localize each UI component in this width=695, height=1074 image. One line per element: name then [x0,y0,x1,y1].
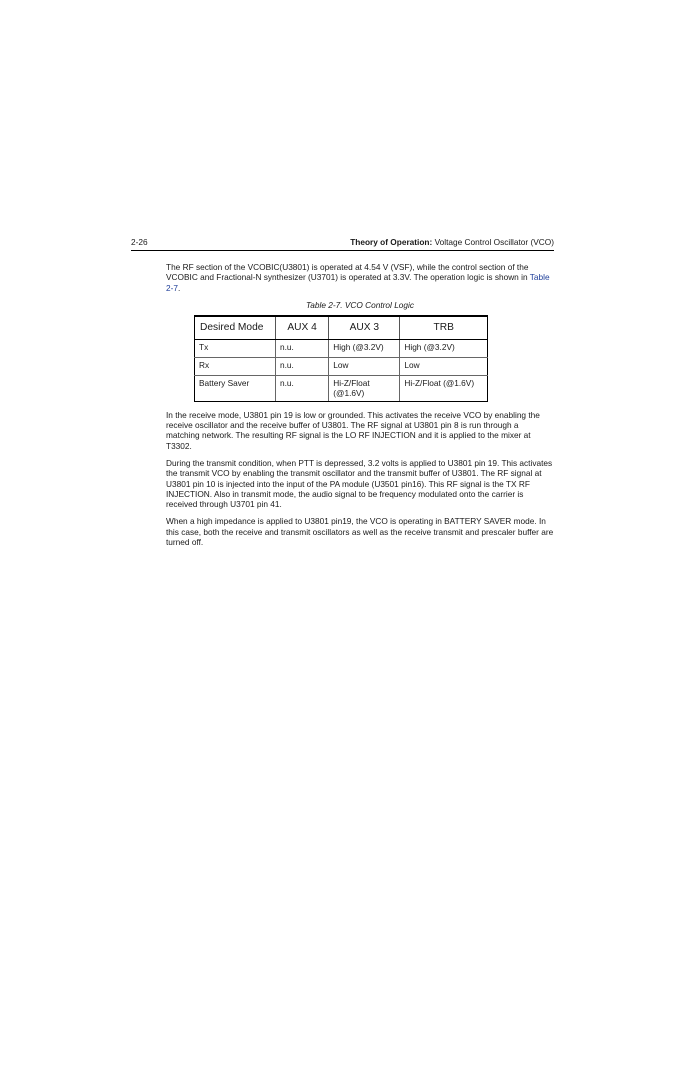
table-cell: n.u. [275,358,328,376]
table-row [195,376,488,402]
header-rule [131,250,554,251]
transmit-mode-paragraph: During the transmit condition, when PTT is depressed, 3.2 volts is applied to U3801 pin 19. This activates the transmit VCO by enabling the transmit oscillator and the transmit buffer of U3801. The RF signal at U3801 pin 10 is injected into the input of the PA module (U3501 pin16). This RF signal is the TX RF INJECTION. Also in transmit mode, the audio signal to be frequency modulated onto the carrier is received through U3701 pin 41. [166,457,553,510]
table-header-row [195,316,488,340]
table-cell: Tx [195,340,276,358]
table-cell: Battery Saver [195,376,276,402]
header-desired-mode: Desired Mode [195,316,276,340]
section-separator: : [429,237,433,247]
page-number: 2-26 [131,237,148,247]
receive-mode-paragraph: In the receive mode, U3801 pin 19 is low or grounded. This activates the receive VCO by enabling the receive oscillator and the receive buffer of U3801. The RF signal at U3801 pin 8 is run through a matching network. The resulting RF signal is the LO RF INJECTION and it is applied to the mixer at T3302. [166,409,540,451]
table-cell: Hi-Z/Float (@1.6V) [400,376,488,402]
table-row [195,358,488,376]
table-cell: Low [329,358,400,376]
header-aux3: AUX 3 [329,316,400,340]
table-row [195,340,488,358]
intro-paragraph [166,262,554,293]
intro-end: . [178,282,181,293]
table-cell: Hi-Z/Float (@1.6V) [329,376,400,402]
table-cell: Low [400,358,488,376]
intro-text: The RF section of the VCOBIC(U3801) is operated at 4.54 V (VSF), while the control section of the VCOBIC and Fractional-N synthesizer (U3701) is operated at 3.3V. The operation logic is shown in [166,262,530,283]
table-caption: Table 2-7. VCO Control Logic [305,299,415,310]
table-cell: n.u. [275,376,328,402]
section-title: Voltage Control Oscillator (VCO) [432,237,554,247]
vco-control-logic-table [194,315,488,402]
running-title [350,237,554,247]
page-header [131,237,554,251]
body-text [166,262,554,554]
header-trb: TRB [400,316,488,340]
table-reference-link[interactable]: Table 2-7 [166,272,550,293]
table-cell: n.u. [275,340,328,358]
section-bold: Theory of Operation [350,237,430,247]
header-aux4: AUX 4 [275,316,328,340]
battery-saver-paragraph: When a high impedance is applied to U3801 pin19, the VCO is operating in BATTERY SAVER mode. In this case, both the receive and transmit oscillators as well as the receive transmit and prescaler buffer are turned off. [166,516,554,548]
table-cell: High (@3.2V) [329,340,400,358]
table-cell: High (@3.2V) [400,340,488,358]
table-cell: Rx [195,358,276,376]
